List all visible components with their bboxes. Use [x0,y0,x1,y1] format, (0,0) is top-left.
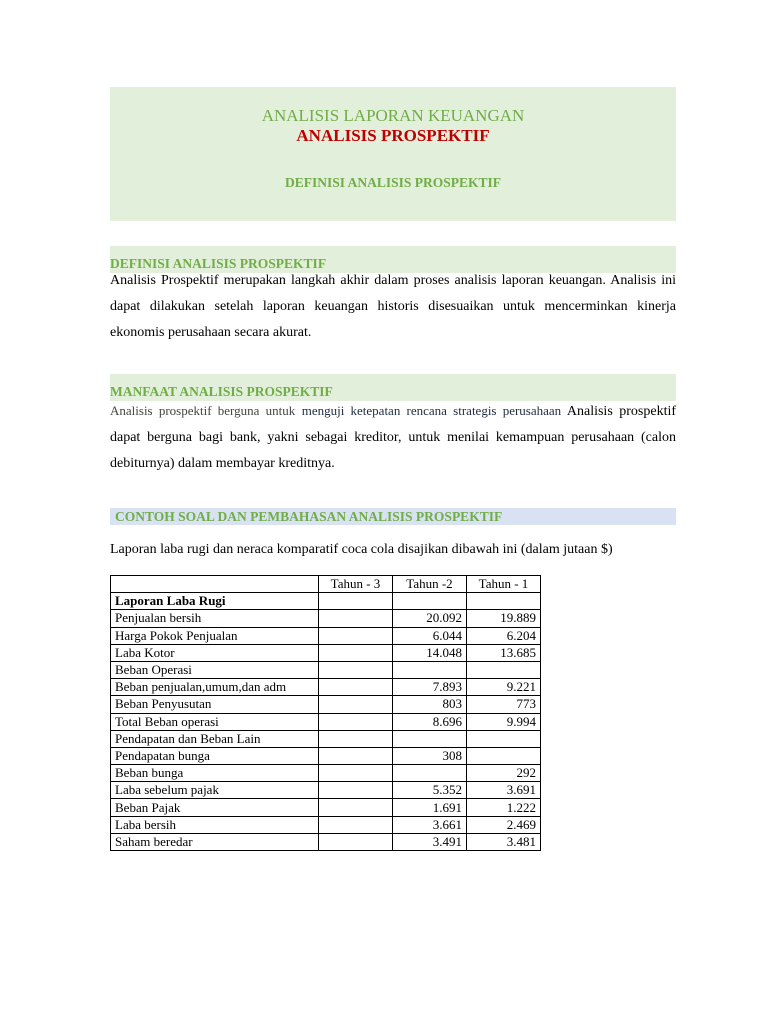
cell-tahun-2 [393,661,467,678]
cell-tahun-1 [467,730,541,747]
cell-tahun-2: 6.044 [393,627,467,644]
cell-tahun-2: 3.661 [393,816,467,833]
cell-tahun-1: 1.222 [467,799,541,816]
cell-tahun-1: 3.481 [467,833,541,850]
title-definition: DEFINISI ANALISIS PROSPEKTIF [284,175,502,190]
income-statement-table [110,575,541,851]
table-header-tahun-1: Tahun - 1 [467,576,541,593]
table-row [111,782,541,799]
table-row [111,713,541,730]
row-label: Penjualan bersih [111,610,319,627]
cell-tahun-1 [467,661,541,678]
cell-tahun-3 [319,593,393,610]
row-label: Total Beban operasi [111,713,319,730]
table-row [111,730,541,747]
cell-tahun-1: 13.685 [467,644,541,661]
row-label: Pendapatan dan Beban Lain [111,730,319,747]
section-heading-contoh: CONTOH SOAL DAN PEMBAHASAN ANALISIS PROSPEKTIF [110,508,676,525]
cell-tahun-2 [393,730,467,747]
row-label: Beban penjualan,umum,dan adm [111,679,319,696]
manfaat-text-part3: Analisis prospektif dapat berguna bagi bank, yakni sebagai kreditor, untuk menilai kemampuan perusahaan (calon debiturnya) dalam membayar kreditnya. [110,404,677,471]
section-heading-manfaat: MANFAAT ANALISIS PROSPEKTIF [110,374,676,401]
table-row [111,799,541,816]
table-header-tahun-2: Tahun -2 [393,576,467,593]
document-subtitle: ANALISIS PROSPEKTIF [296,126,490,145]
table-row [111,765,541,782]
manfaat-text-part1: Analisis prospektif berguna untuk [110,403,296,418]
table-row [111,593,541,610]
cell-tahun-1: 3.691 [467,782,541,799]
table-row [111,747,541,764]
cell-tahun-1: 9.221 [467,679,541,696]
cell-tahun-2: 14.048 [393,644,467,661]
table-row [111,679,541,696]
table-row [111,696,541,713]
cell-tahun-3 [319,713,393,730]
cell-tahun-3 [319,782,393,799]
table-body [111,593,541,851]
row-label: Laba bersih [111,816,319,833]
cell-tahun-2: 308 [393,747,467,764]
cell-tahun-2: 1.691 [393,799,467,816]
manfaat-text-part2: menguji ketepatan rencana strategis perusahaan [301,403,562,418]
row-label: Beban Pajak [111,799,319,816]
section-body-definisi: Analisis Prospektif merupakan langkah akhir dalam proses analisis laporan keuangan. Analisis ini dapat dilakukan setelah laporan keuangan historis disesuaikan untuk mencerminkan kinerja ekonomis perusahaan secara akurat. [110,273,676,340]
title-box [110,87,676,221]
table-row [111,661,541,678]
row-label: Beban Operasi [111,661,319,678]
row-label: Laba Kotor [111,644,319,661]
table-header-tahun-3: Tahun - 3 [319,576,393,593]
cell-tahun-1: 773 [467,696,541,713]
row-label: Laporan Laba Rugi [111,593,319,610]
row-label: Beban bunga [111,765,319,782]
cell-tahun-3 [319,816,393,833]
cell-tahun-3 [319,661,393,678]
cell-tahun-1: 19.889 [467,610,541,627]
cell-tahun-3 [319,747,393,764]
table-header-row [111,576,541,593]
table-row [111,627,541,644]
table-row [111,644,541,661]
cell-tahun-3 [319,627,393,644]
cell-tahun-3 [319,696,393,713]
table-row [111,816,541,833]
cell-tahun-2 [393,593,467,610]
cell-tahun-3 [319,610,393,627]
cell-tahun-3 [319,679,393,696]
row-label: Saham beredar [111,833,319,850]
cell-tahun-1 [467,593,541,610]
cell-tahun-3 [319,644,393,661]
cell-tahun-3 [319,765,393,782]
row-label: Pendapatan bunga [111,747,319,764]
cell-tahun-3 [319,799,393,816]
cell-tahun-2: 5.352 [393,782,467,799]
cell-tahun-1 [467,747,541,764]
section-body-manfaat [110,398,676,477]
intro-text: Laporan laba rugi dan neraca komparatif coca cola disajikan dibawah ini (dalam jutaan $) [110,542,613,557]
row-label: Beban Penyusutan [111,696,319,713]
cell-tahun-3 [319,730,393,747]
table-header-label [111,576,319,593]
cell-tahun-2: 803 [393,696,467,713]
cell-tahun-2 [393,765,467,782]
cell-tahun-2: 8.696 [393,713,467,730]
cell-tahun-3 [319,833,393,850]
row-label: Laba sebelum pajak [111,782,319,799]
section-heading-definisi: DEFINISI ANALISIS PROSPEKTIF [110,246,676,273]
cell-tahun-2: 3.491 [393,833,467,850]
cell-tahun-1: 292 [467,765,541,782]
cell-tahun-1: 2.469 [467,816,541,833]
table-row [111,833,541,850]
document-title: ANALISIS LAPORAN KEUANGAN [261,106,525,125]
table-row [111,610,541,627]
row-label: Harga Pokok Penjualan [111,627,319,644]
cell-tahun-2: 20.092 [393,610,467,627]
cell-tahun-2: 7.893 [393,679,467,696]
cell-tahun-1: 6.204 [467,627,541,644]
cell-tahun-1: 9.994 [467,713,541,730]
